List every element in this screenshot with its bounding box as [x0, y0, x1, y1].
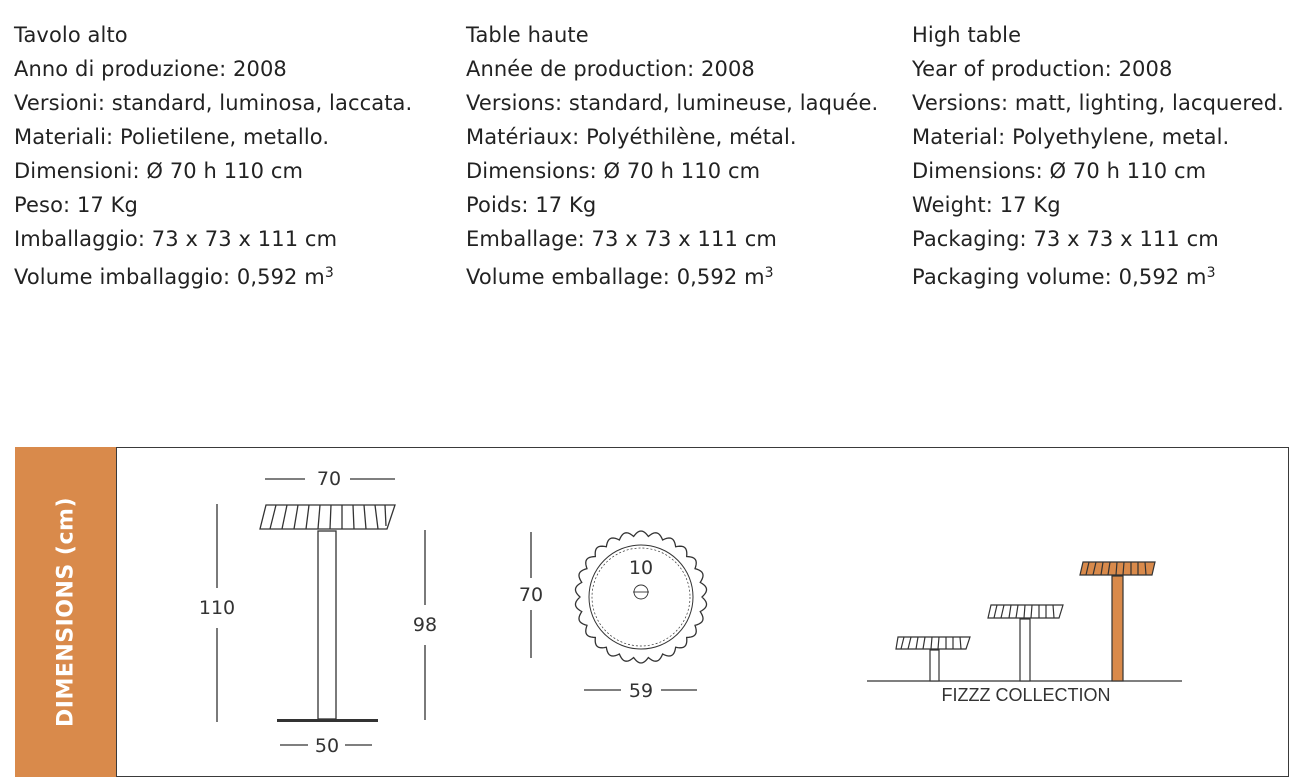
top-diameter-label: 70 [518, 584, 544, 606]
spec-dimensions: Dimensioni: Ø 70 h 110 cm [14, 159, 304, 183]
total-height-label: 110 [198, 597, 236, 619]
spec-year: Année de production: 2008 [466, 57, 755, 81]
spec-title: Tavolo alto [14, 23, 128, 47]
top-view [531, 531, 707, 690]
dimensions-label: DIMENSIONS (cm) [53, 496, 79, 728]
table-stem [318, 531, 336, 719]
collection-table-medium [988, 605, 1063, 681]
inner-diameter-label: 59 [628, 680, 654, 702]
spec-volume-exponent: 3 [764, 265, 774, 281]
side-view [217, 479, 425, 745]
spec-title: High table [912, 23, 1022, 47]
collection-illustration [867, 562, 1182, 681]
spec-versions: Versioni: standard, luminosa, laccata. [14, 91, 413, 115]
spec-packaging: Packaging: 73 x 73 x 111 cm [912, 227, 1219, 251]
spec-volume-text: Packaging volume: 0,592 m [912, 265, 1207, 289]
spec-weight: Poids: 17 Kg [466, 193, 597, 217]
spec-volume-text: Volume imballaggio: 0,592 m [14, 265, 325, 289]
spec-volume-exponent: 3 [1206, 265, 1216, 281]
spec-materials: Materiali: Polietilene, metallo. [14, 125, 330, 149]
spec-year: Year of production: 2008 [912, 57, 1173, 81]
table-top-ruffle [260, 505, 395, 529]
top-width-label: 70 [316, 468, 342, 490]
spec-dimensions: Dimensions: Ø 70 h 110 cm [466, 159, 761, 183]
collection-label: FIZZZ COLLECTION [941, 685, 1111, 705]
table-base [277, 719, 378, 722]
collection-table-small [896, 637, 970, 681]
spec-materials: Material: Polyethylene, metal. [912, 125, 1230, 149]
spec-title: Table haute [466, 23, 589, 47]
column-height-label: 98 [412, 614, 438, 636]
base-width-label: 50 [314, 735, 340, 757]
spec-year: Anno di produzione: 2008 [14, 57, 287, 81]
spec-versions: Versions: matt, lighting, lacquered. [912, 91, 1284, 115]
collection-table-large [1080, 562, 1155, 681]
spec-volume-text: Volume emballage: 0,592 m [466, 265, 765, 289]
spec-weight: Peso: 17 Kg [14, 193, 138, 217]
spec-volume-exponent: 3 [324, 265, 334, 281]
spec-dimensions: Dimensions: Ø 70 h 110 cm [912, 159, 1207, 183]
spec-materials: Matériaux: Polyéthilène, métal. [466, 125, 797, 149]
spec-packaging: Emballage: 73 x 73 x 111 cm [466, 227, 777, 251]
center-diameter-label: 10 [628, 557, 654, 579]
spec-weight: Weight: 17 Kg [912, 193, 1061, 217]
table-top-outline [575, 531, 706, 663]
spec-packaging: Imballaggio: 73 x 73 x 111 cm [14, 227, 338, 251]
spec-versions: Versions: standard, lumineuse, laquée. [466, 91, 879, 115]
